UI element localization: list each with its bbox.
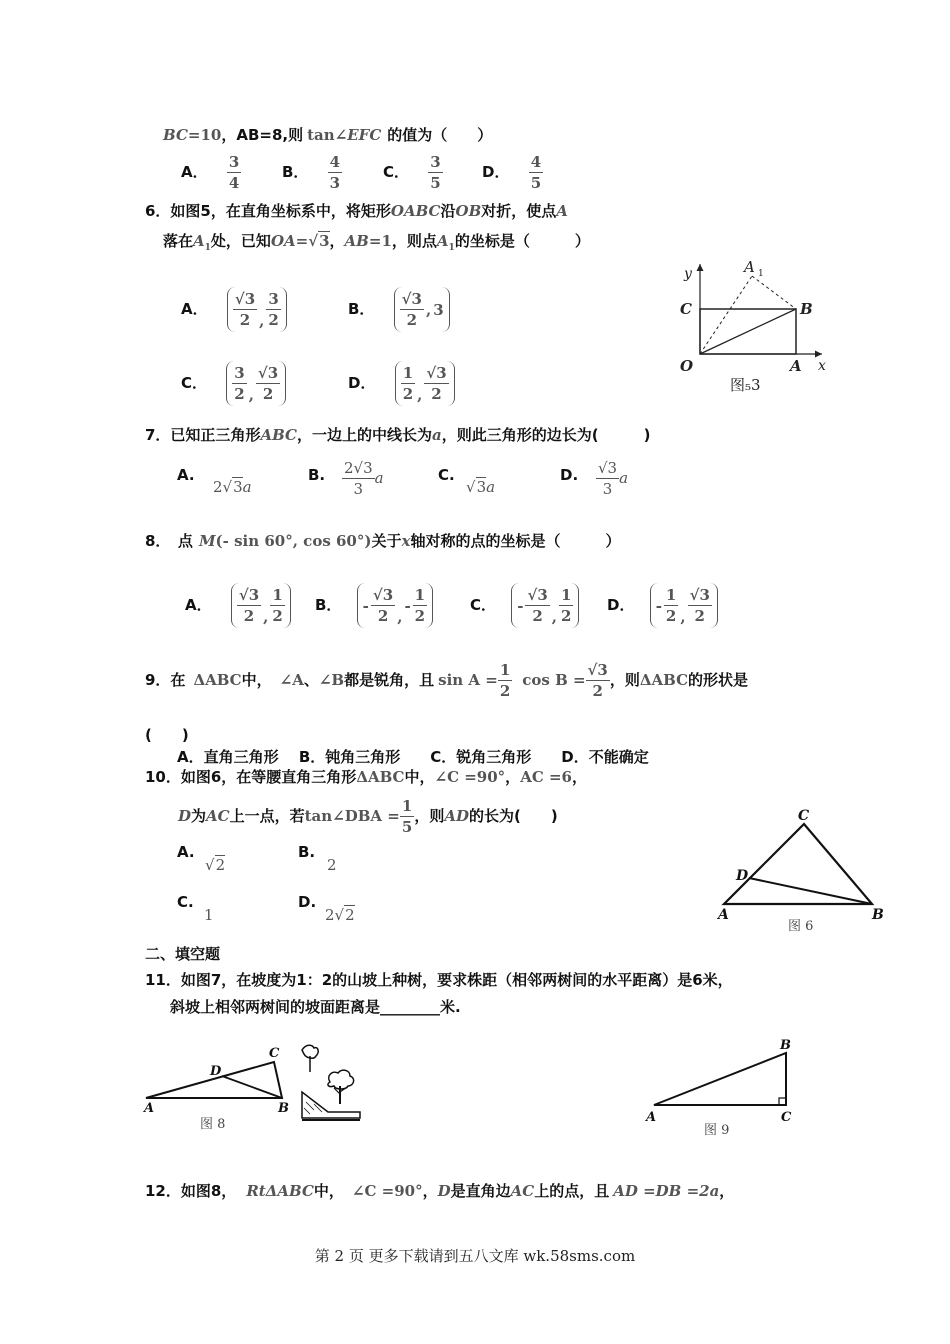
math-angle-c: ∠C =90° <box>434 768 506 786</box>
fraction: $\frac{3}{5}$ <box>430 153 441 192</box>
q10-stem-line1: 10．如图6，在等腰直角三角形ΔABC中，∠C =90°，AC =6， <box>145 768 588 786</box>
q11-stem-line2: 斜坡上相邻两树间的坡面距离是________米. <box>170 998 461 1016</box>
q7-option-d-value: $\frac{√3}{3}$ a <box>598 459 629 498</box>
math-ad-db: AD =DB =2a <box>613 1182 720 1200</box>
q5-text-tail: 的值为（ ） <box>387 126 493 144</box>
math-d: D <box>178 807 192 825</box>
point-label-c: C <box>680 300 692 318</box>
point-label-c: C <box>798 808 810 824</box>
math-abc: ABC <box>260 426 297 444</box>
section-heading-fill-in: 二、填空题 <box>145 945 221 963</box>
q7-option-c-value: √3a <box>466 478 496 496</box>
q8-option-d: D． - $\frac{1}{2}$ , $\frac{√3}{2}$ <box>607 583 718 628</box>
q5-option-b <box>282 152 342 193</box>
point-label-c: C <box>781 1110 792 1125</box>
point-label-o: O <box>680 357 694 375</box>
math-eq-10: =10 <box>187 126 222 144</box>
figure-caption: 图 8 <box>200 1117 226 1132</box>
math-tan: tan∠ <box>307 126 348 144</box>
math-a: A <box>556 202 568 220</box>
coordinate-pair: $\frac{√3}{2}$ , $\frac{3}{2}$ <box>227 287 287 332</box>
coordinate-pair: $\frac{√3}{2}$ , 3 <box>394 287 450 332</box>
point-label-a: A <box>718 907 729 923</box>
segment-db <box>222 1076 282 1098</box>
point-label-d: D <box>736 868 749 884</box>
math-rt-triangle: RtΔABC <box>246 1182 314 1200</box>
q5-option-c <box>383 152 443 193</box>
figure-caption: 图₅3 <box>730 376 761 394</box>
answer-blank[interactable]: ________ <box>380 998 441 1016</box>
axis-label-x: x <box>818 358 826 374</box>
fraction: $\frac{4}{3}$ <box>329 153 341 192</box>
point-label-c: C <box>269 1046 280 1061</box>
math-oa: OA <box>270 232 296 250</box>
coordinate-pair: $\frac{1}{2}$ , $\frac{√3}{2}$ <box>395 361 455 406</box>
q10-option-d-value: 2√2 <box>325 906 355 924</box>
fraction: $\frac{4}{5}$ <box>530 153 542 192</box>
q7-option-b-value: $\frac{2√3}{3}$ a <box>344 459 384 498</box>
option-label: A． <box>181 163 208 181</box>
math-ac: AC =6 <box>520 768 572 786</box>
coordinate-pair: - $\frac{√3}{2}$ , $\frac{1}{2}$ <box>511 583 579 628</box>
page-footer: 第 2 页 更多下载请到五八文库 wk.58sms.com <box>314 1247 636 1265</box>
figure-9-right-triangle-diagram <box>640 1035 815 1145</box>
math-angle-b: ∠B <box>318 671 345 689</box>
math-ob: OB <box>455 202 482 220</box>
math-m: M <box>198 532 216 550</box>
point-label-b: B <box>800 300 813 318</box>
math-a1: A <box>193 232 205 250</box>
figure-caption: 图 9 <box>704 1123 730 1138</box>
q7-option-c: C. <box>438 466 455 484</box>
math-sin-a: sin A = <box>438 671 498 689</box>
option-label: D． <box>482 163 510 181</box>
q10-option-d: D. <box>298 893 317 911</box>
q7-option-a: A. <box>177 466 195 484</box>
right-angle-mark <box>779 1098 786 1105</box>
math-oabc: OABC <box>390 202 441 220</box>
q8-option-a: A． $\frac{√3}{2}$ , $\frac{1}{2}$ <box>185 583 291 628</box>
math-cos-b: cos B = <box>522 671 586 689</box>
math-a: a <box>432 426 442 444</box>
math-angle-c: ∠C =90° <box>351 1182 423 1200</box>
q9-stem: 9．在 ΔABC中， ∠A、∠B都是锐角，且 sin A = $\frac{1}{2}$ cos B = $\frac{√3}{2}$ ，则ΔABC的形状是 <box>145 661 749 700</box>
slope-icon <box>302 1092 360 1118</box>
point-label-a: A <box>144 1101 155 1116</box>
figure-6-triangle-diagram <box>712 802 897 937</box>
math-ac: AC <box>206 807 230 825</box>
option-label: B． <box>282 163 309 181</box>
math-ac: AC <box>510 1182 535 1200</box>
coordinate-pair: $\frac{√3}{2}$ , $\frac{1}{2}$ <box>231 583 291 628</box>
right-triangle-abc <box>654 1053 786 1105</box>
math-coordinate: (- sin 60°, cos 60°) <box>215 532 372 550</box>
figure-8-triangle-diagram <box>140 1040 300 1135</box>
math-triangle-abc: ΔABC <box>193 671 242 689</box>
figure-caption: 图 6 <box>788 919 814 934</box>
q7-option-b: B. <box>308 466 326 484</box>
math-angle-a: ∠A <box>279 671 304 689</box>
q7-stem: 7．已知正三角形ABC，一边上的中线长为a，则此三角形的边长为( ) <box>145 426 651 444</box>
q10-option-a: A. <box>177 843 195 861</box>
q7-option-d: D. <box>560 466 579 484</box>
q8-option-b: B． - $\frac{√3}{2}$ , - $\frac{1}{2}$ <box>315 583 433 628</box>
q10-stem-line2: D为AC上一点，若tan∠DBA = $\frac{1}{5}$ ，则AD的长为( ) <box>178 797 558 836</box>
point-label-b: B <box>872 907 884 923</box>
point-label-a: A <box>646 1110 657 1125</box>
q6-option-a: A． $\frac{√3}{2}$ , $\frac{3}{2}$ <box>181 287 287 332</box>
q10-option-c-value: 1 <box>204 906 214 924</box>
math-x: x <box>401 532 411 550</box>
math-efc: EFC <box>347 126 382 144</box>
coordinate-pair: - $\frac{√3}{2}$ , - $\frac{1}{2}$ <box>357 583 433 628</box>
q5-option-d <box>482 152 543 193</box>
point-label-a1: A <box>744 258 755 276</box>
q6-option-b: B． $\frac{√3}{2}$ , 3 <box>348 287 450 332</box>
math-tan-dba: tan∠DBA = <box>304 807 400 825</box>
math-bc: BC <box>163 126 188 144</box>
q6-option-d: D． $\frac{1}{2}$ , $\frac{√3}{2}$ <box>348 361 455 406</box>
q6-option-c: C． $\frac{3}{2}$ , $\frac{√3}{2}$ <box>181 361 286 406</box>
point-label-d: D <box>210 1064 222 1079</box>
slope-tree-illustration <box>300 1042 364 1122</box>
point-label-b: B <box>780 1038 791 1053</box>
point-label-b: B <box>278 1101 289 1116</box>
point-label-a1-subscript: 1 <box>758 269 764 279</box>
q11-stem-line1: 11．如图7，在坡度为1：2的山坡上种树，要求株距（相邻两树间的水平距离）是6米， <box>145 971 733 989</box>
q10-option-b-value: 2 <box>327 856 337 874</box>
q8-stem: 8． 点 M(- sin 60°, cos 60°)关于x轴对称的点的坐标是（ ） <box>145 532 621 550</box>
fraction: $\frac{3}{4}$ <box>228 153 240 192</box>
q10-option-b: B. <box>298 843 316 861</box>
q10-option-c: C. <box>177 893 194 911</box>
figure-5-coordinate-diagram <box>672 256 837 406</box>
q5-text-ab: ，AB=8,则 <box>221 126 304 144</box>
q6-stem-line1: 6．如图5，在直角坐标系中，将矩形OABC沿OB对折，使点A <box>145 202 568 220</box>
q6-stem-line2: 落在$A_1$处，已知OA=√3，AB=1，则点$A_1$的坐标是（ ） <box>163 232 590 253</box>
math-ad: AD <box>444 807 469 825</box>
coordinate-pair: $\frac{3}{2}$ , $\frac{√3}{2}$ <box>226 361 286 406</box>
q5-stem-continued <box>163 124 492 145</box>
q9-answer-paren: ( ) <box>145 726 189 744</box>
point-label-a: A <box>790 357 802 375</box>
q7-option-a-value: 2√3a <box>213 478 252 496</box>
triangle-abc <box>724 824 872 904</box>
q8-option-c: C． - $\frac{√3}{2}$ , $\frac{1}{2}$ <box>470 583 579 628</box>
q9-options: A．直角三角形 B．钝角三角形 C．锐角三角形 D．不能确定 <box>177 748 649 766</box>
math-ab: AB <box>344 232 369 250</box>
q12-stem: 12．如图8， RtΔABC中， ∠C =90°，D是直角边AC上的点，且 AD =DB =2a， <box>145 1182 735 1200</box>
option-label: C． <box>383 163 410 181</box>
coordinate-pair: - $\frac{1}{2}$ , $\frac{√3}{2}$ <box>650 583 718 628</box>
q10-option-a-value: √2 <box>205 856 226 874</box>
math-triangle-abc: ΔABC <box>356 768 405 786</box>
fold-line-a1b <box>752 276 796 309</box>
math-d: D <box>437 1182 451 1200</box>
axis-label-y: y <box>684 266 692 282</box>
q5-option-a <box>181 152 241 193</box>
